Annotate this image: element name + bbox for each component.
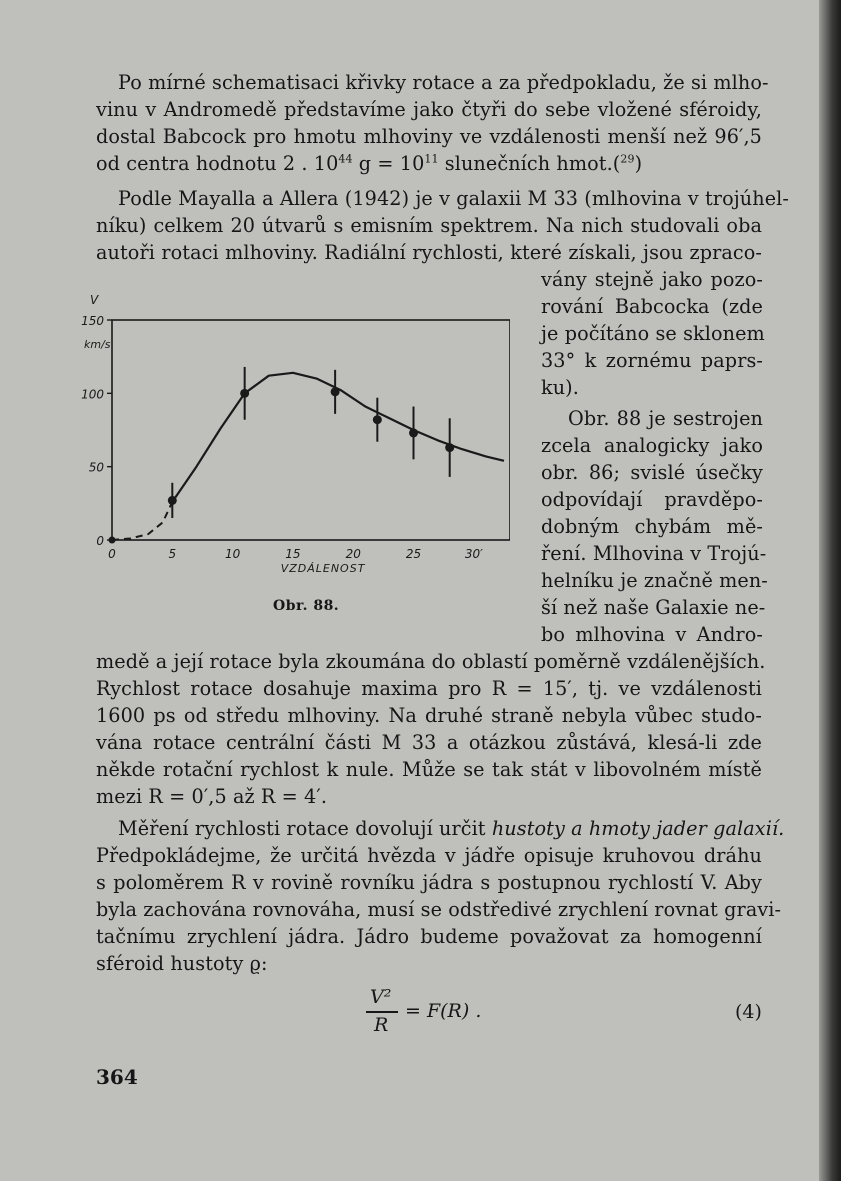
text-line: helníku je značně men- (541, 569, 768, 592)
x-tick-label: 25 (405, 547, 422, 561)
text-line: níku) celkem 20 útvarů s emisním spektrem. Na nich studovali oba (96, 214, 762, 237)
text-line: autoři rotaci mlhoviny. Radiální rychlosti, které získali, jsou zpraco- (96, 241, 762, 264)
text-line: dostal Babcock pro hmotu mlhoviny ve vzdálenosti menší než 96′,5 (96, 125, 762, 148)
x-tick-label: 20 (345, 547, 361, 561)
extrapolation-curve (112, 502, 172, 540)
data-point (409, 428, 418, 437)
text-line: bo mlhovina v Andro- (541, 623, 763, 646)
text-line: Po mírné schematisaci křivky rotace a za předpokladu, že si mlho- (118, 71, 769, 94)
text-line: Obr. 88 je sestrojen (568, 407, 763, 430)
x-tick-label: 5 (168, 547, 177, 561)
x-tick-label: 15 (285, 547, 301, 561)
text-line: ření. Mlhovina v Trojú- (541, 542, 767, 565)
text-line: někde rotační rychlost k nule. Může se tak stát v libovolném místě (96, 758, 762, 781)
y-tick-label: 100 (81, 387, 104, 402)
y-tick-label: 150 (81, 314, 104, 328)
rotation-curve-chart (80, 290, 510, 590)
text-line: mezi R = 0′,5 až R = 4′. (96, 785, 328, 808)
text-line: dobným chybám mě- (541, 515, 763, 538)
text-line: zcela analogicky jako (541, 434, 763, 457)
text-span: g = 10 (352, 152, 425, 175)
text-line: medě a její rotace byla zkoumána do oblastí poměrně vzdálenějších. (96, 650, 766, 673)
origin-point (109, 537, 116, 544)
text-line: je počítáno se sklonem (541, 322, 765, 345)
text-line: s poloměrem R v rovině rovníku jádra s postupnou rychlostí V. Aby (96, 871, 762, 894)
formula-numerator: V² (370, 986, 392, 1008)
text-line: Předpokládejme, že určitá hvězda v jádře opisuje kruhovou dráhu (96, 844, 762, 867)
text-line: sféroid hustoty ϱ: (96, 952, 268, 975)
exponent: 11 (424, 152, 439, 166)
text-line: vána rotace centrální části M 33 a otázkou zůstává, klesá-li zde (96, 731, 762, 754)
text-line: 33° k zornému paprs- (541, 349, 763, 372)
text-line-formula (96, 151, 762, 176)
text-line: vinu v Andromedě představíme jako čtyři do sebe vložené sféroidy, (96, 98, 762, 121)
text-line: odpovídají pravděpo- (541, 488, 763, 511)
x-tick-label: 0 (108, 547, 116, 561)
x-axis-label: VZDÁLENOST (280, 562, 366, 575)
y-tick-label: 50 (88, 460, 104, 475)
figure-caption: Obr. 88. (273, 598, 340, 614)
fraction-bar (366, 1011, 398, 1013)
text-line: obr. 86; svislé úsečky (541, 461, 763, 484)
y-axis-symbol: V (90, 293, 99, 307)
text-line (118, 816, 785, 841)
text-line: vány stejně jako pozo- (541, 268, 763, 291)
data-point (240, 389, 249, 398)
page-edge-shadow (819, 0, 841, 1181)
data-point (373, 415, 382, 424)
text-line: 1600 ps od středu mlhoviny. Na druhé straně nebyla vůbec studo- (96, 704, 762, 727)
text-line: ku). (541, 376, 579, 399)
text-line: Podle Mayalla a Allera (1942) je v galaxii M 33 (mlhovina v trojúhel- (118, 187, 789, 210)
data-point (168, 496, 177, 505)
x-tick-label: 10 (224, 547, 241, 561)
equation-number: (4) (735, 1001, 762, 1023)
y-axis-unit: km/s (84, 338, 111, 351)
reference-number: 29 (620, 152, 635, 166)
text-line: Rychlost rotace dosahuje maxima pro R = 15′, tj. ve vzdálenosti (96, 677, 762, 700)
text-line: ší než naše Galaxie ne- (541, 596, 766, 619)
x-tick-label: 30′ (464, 547, 483, 561)
data-point (331, 387, 340, 396)
text-line: byla zachována rovnováha, musí se odstředivé zrychlení rovnat gravi- (96, 898, 782, 921)
text-span: ) (634, 152, 643, 175)
data-point (445, 443, 454, 452)
formula-rhs: = F(R) . (405, 1000, 482, 1022)
exponent: 44 (338, 152, 353, 166)
formula-denominator: R (374, 1014, 389, 1036)
italic-span: hustoty a hmoty jader galaxií. (491, 817, 785, 840)
text-span: slunečních hmot.( (438, 152, 621, 175)
text-span: od centra hodnotu 2 . 10 (96, 152, 339, 175)
y-tick-label: 0 (96, 534, 104, 548)
text-span: Měření rychlosti rotace dovolují určit (118, 817, 492, 840)
text-line: rování Babcocka (zde (541, 295, 763, 318)
page-number: 364 (96, 1065, 138, 1089)
text-line: tačnímu zrychlení jádra. Jádro budeme považovat za homogenní (96, 925, 762, 948)
